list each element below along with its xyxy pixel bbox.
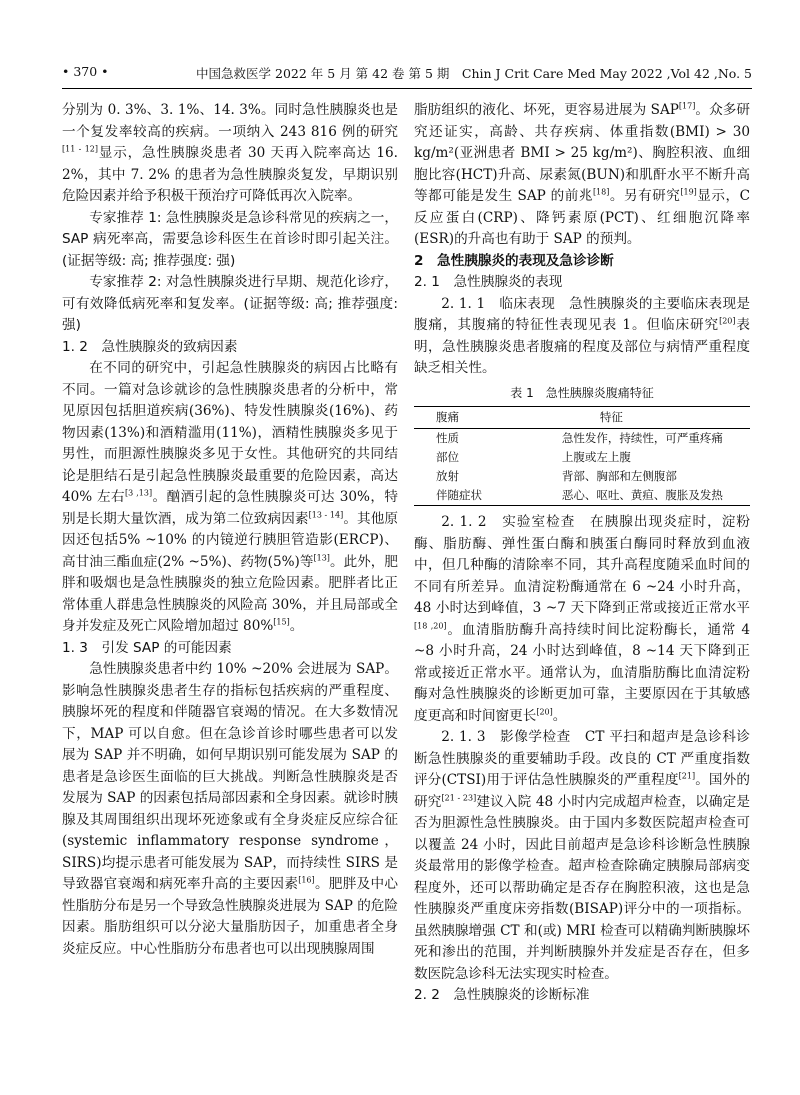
citation[interactable]: [17] <box>678 101 696 111</box>
table-row: 放射 背部、胸部和左侧腹部 <box>436 469 677 483</box>
expert-recommendation-2: 专家推荐 2: 对急性胰腺炎进行早期、规范化诊疗，可有效降低病死率和复发率。(证据等级: 高; 推荐强度: 强) <box>62 274 398 333</box>
citation[interactable]: [15] <box>273 617 290 627</box>
section-heading-1-3: 1. 3 引发 SAP 的可能因素 <box>62 639 232 656</box>
table-caption: 表 1 急性胰腺炎腹痛特征 <box>510 385 654 400</box>
citation[interactable]: [21 - 23] <box>441 792 477 802</box>
paragraph: 急性胰腺炎患者中约 10% ~20% 会进展为 SAP。影响急性胰腺炎患者生存的指标包括疾病的严重程度、胰腺坏死的程度和伴随器官衰竭的情况。在大多数情况下，MAP 可以自愈。但在急诊首诊时哪些患者可以发展为 SAP 并不明确，如何早期识别可能发展为 SAP 的患者是急诊医生面临的巨大挑战。判断急性胰腺炎是否发展为 SAP 的因素包括局部因素和全身因素。就诊时胰腺及其周围组织出现坏死迹象或有全身炎症反应综合征(systemic inflammatory response syndrome，SIRS)均提示患者可能发展为 SAP，而持续性 SIRS 是导致器官衰竭和病死率升高的主要因素[16]。肥胖及中心性脂肪分布是另一个导致急性胰腺炎进展为 SAP 的危险因素。脂肪组织可以分泌大量脂肪因子，加重患者全身炎症反应。中心性脂肪分布患者也可以出现胰腺周围 <box>62 661 399 957</box>
table-header-cell: 特征 <box>599 410 623 424</box>
paragraph: 在不同的研究中，引起急性胰腺炎的病因占比略有不同。一篇对急诊就诊的急性胰腺炎患者的分析中，常见原因包括胆道疾病(36%)、特发性胰腺炎(16%)、药物因素(13%)和酒精滥用(11%)，酒精性胰腺炎多见于男性，而胆源性胰腺炎多见于女性。其他研究的共同结论是胆结石是引起急性胰腺炎最重要的危险因素，高达 40% 左右[3 ,13]。酗酒引起的急性胰腺炎可达 30%，特别是长期大量饮酒，成为第二位致病因素[13 - 14]。其他原因还包括5% ~10% 的内镜逆行胰胆管造影(ERCP)、高甘油三酯血症(2% ~5%)、药物(5%)等[13]。此外，肥胖和吸烟也是急性胰腺炎的独立危险因素。肥胖者比正常体重人群患急性胰腺炎的风险高 30%，并且局部或全身并发症及死亡风险增加超过 80%[15]。 <box>62 360 399 634</box>
section-heading-2: 2 急性胰腺炎的表现及急诊诊断 <box>414 252 614 269</box>
citation[interactable]: [13 - 14] <box>308 509 344 519</box>
left-column <box>62 100 398 960</box>
paragraph: 2. 1. 3 影像学检查 CT 平扫和超声是急诊科诊断急性胰腺炎的重要辅助手段。改良的 CT 严重度指数评分(CTSI)用于评估急性胰腺炎的严重程度[21]。国外的研究[21 - 23]建议入院 48 小时内完成超声检查，以确定是否为胆源性急性胰腺炎。由于国内多数医院超声检查可以覆盖 24 小时，因此目前超声是急诊科诊断急性胰腺炎最常用的影像学检查。超声检查除确定胰腺局部病变程度外，还可以帮助确定是否存在胸腔积液，这也是急性胰腺炎严重度床旁指数(BISAP)评分中的一项指标。虽然胰腺增强 CT 和(或) MRI 检查可以精确判断胰腺坏死和渗出的范围，并判断胰腺外并发症是否存在，但多数医院急诊科无法实现实时检查。 <box>414 729 751 982</box>
table-row: 性质 急性发作，持续性，可严重疼痛 <box>436 431 723 445</box>
paragraph: 分别为 0. 3%、3. 1%、14. 3%。同时急性胰腺炎也是一个复发率较高的疾病。一项纳入 243 816 例的研究[11 - 12]显示，急性胰腺炎患者 30 天再入院率高达 16. 2%，其中 7. 2% 的患者为急性胰腺炎复发，早期识别危险因素并给予积极干预治疗可降低再次入院率。 <box>62 102 398 204</box>
table-row: 伴随症状 恶心、呕吐、黄疸、腹胀及发热 <box>414 486 750 506</box>
citation[interactable]: [3 ,13] <box>125 488 153 498</box>
citation[interactable]: [19] <box>680 187 697 197</box>
citation[interactable]: [20] <box>536 706 553 716</box>
abdominal-pain-table <box>414 406 750 506</box>
table-header-row <box>414 407 750 429</box>
citation[interactable]: [18] <box>592 187 610 197</box>
table-row: 部位 上腹或左上腹 <box>436 450 631 464</box>
journal-citation: 中国急救医学 2022 年 5 月 第 42 卷 第 5 期 Chin J Crit Care Med May 2022 ,Vol 42 ,No. 5 <box>196 66 752 81</box>
right-column <box>414 100 750 1007</box>
citation[interactable]: [11 - 12] <box>62 144 99 154</box>
citation[interactable]: [16] <box>298 875 315 885</box>
paragraph: 脂肪组织的液化、坏死，更容易进展为 SAP[17]。众多研究还证实，高龄、共存疾病、体重指数(BMI) > 30 kg/m²(亚洲患者 BMI > 25 kg/m²)、胸腔积液、血细胞比容(HCT)升高、尿素氮(BUN)和肌酐水平不断升高等都可能是发生 SAP 的前兆[18]。另有研究[19]显示，C 反应蛋白(CRP)、降钙素原(PCT)、红细胞沉降率(ESR)的升高也有助于 SAP 的预判。 <box>414 101 751 247</box>
paragraph: 2. 1. 1 临床表现 急性胰腺炎的主要临床表现是腹痛，其腹痛的特征性表现见表 1。但临床研究[20]表明，急性胰腺炎患者腹痛的程度及部位与病情严重程度缺乏相关性。 <box>414 295 751 376</box>
section-heading-2-2: 2. 2 急性胰腺炎的诊断标准 <box>414 987 590 1003</box>
section-heading-1-2: 1. 2 急性胰腺炎的致病因素 <box>62 338 238 355</box>
expert-recommendation-1: 专家推荐 1: 急性胰腺炎是急诊科常见的疾病之一，SAP 病死率高，需要急诊科医生在首诊时即引起关注。(证据等级: 高; 推荐强度: 强) <box>62 209 398 269</box>
section-heading-2-1: 2. 1 急性胰腺炎的表现 <box>414 274 563 290</box>
citation[interactable]: [18 ,20] <box>414 620 447 630</box>
running-header <box>62 64 752 86</box>
citation[interactable]: [20] <box>719 316 736 326</box>
paragraph: 2. 1. 2 实验室检查 在胰腺出现炎症时，淀粉酶、脂肪酶、弹性蛋白酶和胰蛋白酶同时释放到血液中，但几种酶的清除率不同，其升高程度随采血时间的不同有所差异。血清淀粉酶通常在 6 ~24 小时升高，48 小时达到峰值，3 ~7 天下降到正常或接近正常水平[18 ,20]。血清脂肪酶升高持续时间比淀粉酶长，通常 4 ~8 小时升高，24 小时达到峰值，8 ~14 天下降到正常或接近正常水平。通常认为，血清脂肪酶比血清淀粉酶对急性胰腺炎的诊断更加可靠，主要原因在于其敏感度更高和时间窗更长[20]。 <box>414 514 751 724</box>
table-header-cell: 腹痛 <box>436 410 459 424</box>
page-number: • 370 • <box>62 64 109 79</box>
header-rule <box>62 88 752 89</box>
citation[interactable]: [13] <box>313 552 330 562</box>
citation[interactable]: [21] <box>678 771 696 781</box>
